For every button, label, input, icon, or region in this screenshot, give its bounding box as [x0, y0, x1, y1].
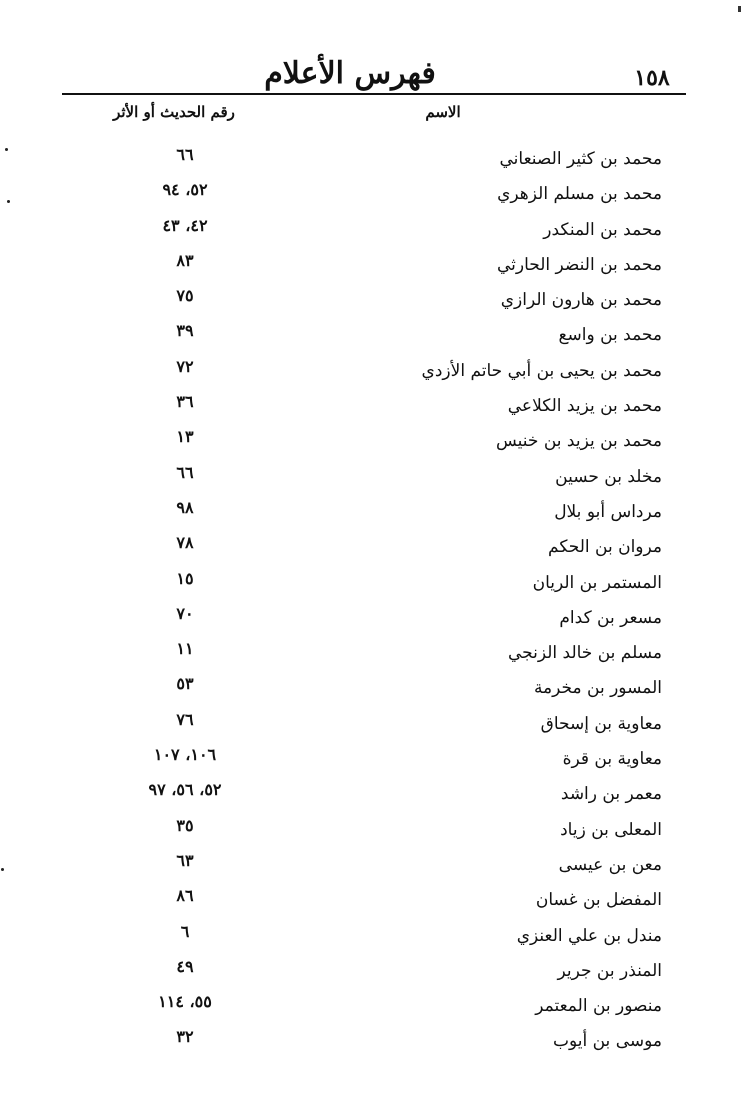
entry-name: معن بن عيسى [558, 854, 662, 875]
list-item [0, 985, 753, 1020]
list-item [0, 456, 753, 491]
entry-refs: ٥٢، ٥٦، ٩٧ [148, 780, 222, 800]
entry-name: معاوية بن قرة [562, 749, 662, 770]
list-item [0, 738, 753, 773]
list-item [0, 915, 753, 950]
entry-refs: ٧٠ [176, 603, 194, 623]
header-rule [62, 93, 686, 95]
entry-name: مندل بن علي العنزي [516, 925, 662, 946]
entry-name: المفضل بن غسان [535, 890, 662, 911]
entry-refs: ٧٦ [176, 709, 194, 729]
list-item [0, 632, 753, 667]
entry-name: محمد بن يحيى بن أبي حاتم الأزدي [421, 360, 662, 381]
list-item [0, 173, 753, 208]
entry-name: مسلم بن خالد الزنجي [507, 643, 662, 664]
list-item [0, 314, 753, 349]
page-title: فهرس الأعلام [264, 56, 436, 91]
column-header-name: الاسم [425, 103, 461, 121]
scan-speck [7, 200, 10, 203]
list-item [0, 350, 753, 385]
entry-refs: ٧٨ [176, 533, 194, 553]
list-item [0, 562, 753, 597]
list-item [0, 209, 753, 244]
entry-name: محمد بن مسلم الزهري [497, 184, 662, 205]
column-header-reference: رقم الحديث أو الأثر [113, 103, 235, 121]
list-item [0, 667, 753, 702]
entry-name: مروان بن الحكم [548, 537, 662, 558]
entry-refs: ٤٢، ٤٣ [162, 215, 208, 235]
list-item [0, 597, 753, 632]
list-item [0, 279, 753, 314]
entry-refs: ٩٨ [176, 497, 194, 517]
list-item [0, 773, 753, 808]
scan-speck [1, 868, 4, 871]
entry-refs: ٣٢ [176, 1027, 194, 1047]
entry-name: المسور بن مخرمة [533, 678, 662, 699]
entry-refs: ١٣ [176, 427, 194, 447]
entry-refs: ١٠٦، ١٠٧ [153, 745, 217, 765]
list-item [0, 809, 753, 844]
entry-refs: ١٥ [176, 568, 194, 588]
scan-mark [738, 6, 741, 12]
entry-name: محمد بن كثير الصنعاني [499, 149, 662, 169]
entry-refs: ٦ [180, 921, 190, 941]
entry-refs: ٣٩ [176, 321, 194, 341]
entry-refs: ٨٣ [176, 250, 194, 270]
list-item [0, 950, 753, 985]
index-list [0, 138, 753, 1056]
page-number: ١٥٨ [634, 65, 670, 91]
list-item [0, 420, 753, 455]
entry-name: معمر بن راشد [560, 784, 662, 805]
entry-refs: ٥٥، ١١٤ [158, 992, 212, 1012]
entry-name: محمد بن النضر الحارثي [496, 254, 662, 275]
entry-refs: ٥٣ [176, 674, 194, 694]
entry-refs: ٨٦ [176, 886, 194, 906]
entry-name: محمد بن يزيد بن خنيس [496, 431, 662, 452]
entry-refs: ٦٣ [176, 850, 194, 870]
entry-name: محمد بن واسع [558, 325, 662, 346]
entry-refs: ٦٦ [176, 145, 194, 164]
entry-name: معاوية بن إسحاق [540, 713, 662, 734]
list-item [0, 385, 753, 420]
entry-name: محمد بن المنكدر [543, 219, 662, 240]
list-item [0, 879, 753, 914]
list-item [0, 244, 753, 279]
list-item [0, 703, 753, 738]
list-item [0, 526, 753, 561]
entry-refs: ٣٥ [176, 815, 194, 835]
entry-name: مسعر بن كدام [559, 607, 662, 628]
entry-name: مرداس أبو بلال [554, 501, 662, 522]
scan-speck [5, 148, 8, 151]
entry-refs: ٦٦ [176, 462, 194, 482]
entry-name: محمد بن هارون الرازي [500, 290, 662, 311]
entry-name: المنذر بن جرير [557, 960, 662, 981]
entry-refs: ٧٢ [176, 356, 194, 376]
entry-refs: ٥٢، ٩٤ [162, 180, 208, 200]
entry-refs: ٣٦ [176, 392, 194, 412]
entry-refs: ٤٩ [176, 956, 194, 976]
entry-name: موسى بن أيوب [552, 1031, 662, 1052]
entry-name: المعلى بن زياد [560, 819, 662, 840]
list-item [0, 1020, 753, 1055]
list-item [0, 491, 753, 526]
entry-name: منصور بن المعتمر [535, 996, 662, 1017]
list-item [0, 844, 753, 879]
entry-name: محمد بن يزيد الكلاعي [507, 396, 662, 417]
entry-refs: ٧٥ [176, 286, 194, 306]
entry-name: مخلد بن حسين [555, 466, 662, 487]
entry-name: المستمر بن الريان [532, 572, 662, 593]
entry-refs: ١١ [176, 639, 194, 659]
list-item [0, 138, 753, 173]
